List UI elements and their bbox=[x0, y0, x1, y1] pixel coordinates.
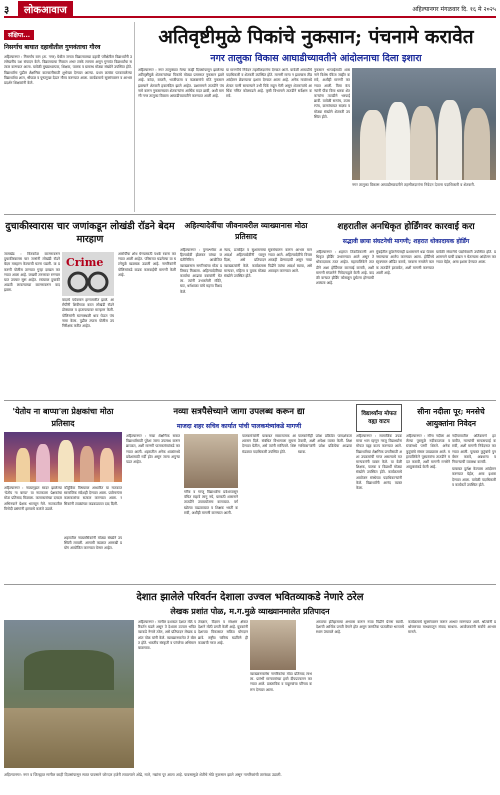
ahilya-col-3 bbox=[268, 248, 312, 398]
hoarding-body-2: मुंबईतील दुर्घटनेनंतरही प्रशासनाने धडा घेतला नसल्याचा आरोप करण्यात आला. होर्डिंगचे स्ट्रक्चरल ऑडिट करावे, परवाना नसलेले फलक तातडीने हटवावेत, अशी मागणी करण्यात आली आहे. bbox=[376, 250, 434, 275]
bappa-body-3: शहरातील नाट्यरसिकांनी मोठ्या संख्येने उपस्थिती लावली. आगामी काळात आणखी प्रयोग आयोजित करण्यात येणार आहेत. bbox=[64, 536, 122, 551]
bottom-col-4 bbox=[316, 620, 404, 768]
section-divider bbox=[4, 214, 496, 215]
hoarding-col-2 bbox=[376, 250, 434, 398]
bappa-body-1: अहिल्यानगर : नाट्यगृहात सादर झालेल्या 'येतोय ना बाप्पा' या नाटकाला प्रेक्षकांचा मोठा प्रतिसाद मिळाला. कलाकारांच्या दमदार अभिनयाने प्रेक्षक भारावून गेले. नाटकातील विनोदी प्रसंगांनी हास्याचे कारंजे उडाले. bbox=[4, 486, 62, 511]
ahilya-body-2: न्याय, प्रजाहित व सुशासनाचा आदर्श अहिल्यादेवींनी घालून दिला, असे प्रतिपादन व्याख्यात्यांनी केले. कार्यक्रमास मान्यवर, महिला व युवक मोठ्या संख्येने उपस्थित होते. bbox=[224, 248, 266, 279]
semester-body-4: पालकांनीही प्रवेश प्रक्रियेत पारदर्शकता ठेवावी, अशी अपेक्षा व्यक्त केली. शिक्षणाधिकाऱ्यांनी प्रवेश प्रक्रियेचा आढावा घ्यावा. bbox=[298, 434, 352, 454]
semester-body-1: अहिल्यानगर : नव्या शैक्षणिक सत्रात विद्यार्थ्यांसाठी पुरेशा जागा उपलब्ध करून द्याव्यात, अशी मागणी पालकमंत्र्यांकडे करण्यात आली. शहरातील अनेक शाळांमध्ये प्रवेशासाठी गर्दी होत असून जागा अपुऱ्या पडत आहेत. bbox=[126, 434, 180, 465]
semester-photo bbox=[184, 434, 238, 488]
bottom-body-3: व्याख्यानमालेस नागरिकांचा मोठा प्रतिसाद लाभला. प्रारंभी मान्यवरांच्या हस्ते दीपप्रज्वलन करण्यात आले. प्रास्ताविक व पाहुण्यांचा परिचय करून देण्यात आला. bbox=[250, 672, 312, 692]
lead-col-2 bbox=[226, 68, 312, 212]
bottom-body-1: अहिल्यानगर : मागील दशकात देशात मोठे परिवर्तन घडले असून ते देशाला उज्वल भवितव्याकडे नेणारे ठरेल, असे प्रतिपादन लेखक प्रशांत पोळ यांनी केले. व्याख्यानमालेत ते बोलत होते. भारतीय संस्कृती व परंपरेचा अभिमान बाळगावा. bbox=[138, 620, 196, 651]
column-divider bbox=[134, 22, 135, 212]
semester-body-2: गरीब व गरजू विद्यार्थ्यांना प्रवेशापासून वंचित राहावे लागू नये, यासाठी शासनाने तातडीने उपाययोजना कराव्यात. वर्गखोल्या वाढवाव्यात व शिक्षक भरती करावी, अशीही मागणी करण्यात आली. bbox=[184, 490, 238, 515]
brief-section bbox=[4, 22, 132, 212]
date-line: अहिल्यानगर मंगळवार दि. १६ मे २०२५ bbox=[412, 6, 496, 13]
bappa-headline: 'येतोय ना बाप्पा'ला प्रेक्षकांचा मोठा प्रतिसाद bbox=[12, 406, 114, 428]
crime-body-3: आरोपींचा शोध घेण्यासाठी पथके रवाना करण्यात आली आहेत. परिसरात घडलेल्या या घटनेमुळे खळबळ उडाली आहे. नागरिकांनी पोलिसांकडे कडक कारवाईची मागणी केली आहे. bbox=[118, 252, 176, 277]
semester-subhead: माजदा शहर सचिव कार्यात पांची पालकमंत्र्यांकडे मागणी bbox=[176, 422, 302, 430]
lead-col-3 bbox=[314, 68, 350, 212]
sina-col-1 bbox=[406, 434, 450, 582]
lead-headline: अतिवृष्टीमुळे पिकांचे नुकसान; पंचनामे करावेत bbox=[158, 26, 474, 48]
bappa-col-2 bbox=[64, 486, 122, 534]
bottom-subhead: लेखक प्रशांत पोळ, म.ग.मुळे व्याख्यानमालेत प्रतिपादन bbox=[170, 606, 330, 616]
bottom-col-2 bbox=[198, 620, 248, 768]
brief-body: अहिल्यानगर : निसर्गाच बाग (ता. नगर) येथील जनता विद्यालयाच्या दहावी परीक्षेतील विद्यार्थ्यांनी उल्लेखनीय यश संपादन केले. विद्यालयाचा निकाल शंभर टक्के लागला असून गुणवंत विद्यार्थ्यांचा सत्कार करण्यात आला. यावेळी मुख्याध्यापक, शिक्षक, पालक व ग्रामस्थ मोठ्या संख्येने उपस्थित होते. विद्यार्थ्यांना पुढील शैक्षणिक वाटचालीसाठी शुभेच्छा देण्यात आल्या. प्रथम क्रमांक पटकावलेल्या विद्यार्थ्याचा शाल, श्रीफळ व पुष्पगुच्छ देऊन गौरव करण्यात आला. कार्यक्रमाचे सूत्रसंचालन व आभार प्रदर्शन शिक्षकांनी केले. bbox=[4, 55, 132, 86]
lead-photo-caption: नगर तालुका विकास आघाडीच्यावतीने तहसीलदारांना निवेदन देताना पदाधिकारी व शेतकरी. bbox=[352, 182, 475, 187]
author-photo bbox=[250, 620, 296, 670]
lead-body-3: नुकसान भरपाईसाठी शासनाने विशेष पॅकेज जाहीर करावे, अशीही मागणी करण्यात आली. विमा कंपन्यांनी पीक विमा धारक शेतकऱ्यांना तातडीने भरपाई द्यावी. यावेळी सरपंच, उपसरपंच, ग्रामपंचायत सदस्य व मोठ्या संख्येने शेतकरी उपस्थित होते. bbox=[314, 68, 350, 119]
lead-subhead: नगर तालुका विकास आघाडीच्यावतीने आंदोलनाचा दिला इशारा bbox=[210, 52, 422, 64]
hoarding-headline: शहरातील अनधिकृत होर्डिंगवर कारवाई करा bbox=[337, 222, 475, 232]
bappa-col-3 bbox=[64, 536, 122, 582]
semester-headline: नव्या सत्रपैसेच्याने जागा उपलब्ध करून द्या bbox=[173, 407, 305, 417]
ahilya-headline: अहिल्यादेवींचा जीवनावरील व्याख्यानास मोठा प्रतिसाद bbox=[184, 221, 308, 241]
hoarding-subhead: सद्भावी छाया संघटनेची मागणी; शहरात धोकादायक होर्डिंग bbox=[342, 238, 470, 245]
bottom-body-5: कार्यक्रमाचे सूत्रसंचालन करून आभार मानण्यात आले. श्रोत्यांनी प्रश्नोत्तराच्या माध्यमातून संवाद साधला. आयोजकांनी सर्वांचे आभार मानले. bbox=[408, 620, 496, 635]
bottom-body-4: आपल्या इतिहासाचा अभ्यास करून नव्या पिढीने प्रेरणा घ्यावी. देशाची आर्थिक प्रगती वेगाने होत असून जागतिक पातळीवर भारताचे स्थान उंचावले आहे. bbox=[316, 620, 404, 635]
hoarding-col-3 bbox=[436, 250, 496, 398]
sina-body-1: अहिल्यानगर : सीना नदीला आलेल्या पुरामुळे नदीकाठच्या वस्त्यांमध्ये पाणी शिरले. अनेक कुटुंबांचे संसार उघड्यावर आले. महापालिकेने पूरग्रस्तांना तातडीने मदत करावी, अशी मागणी मनसेने आयुक्तांकडे केली आहे. bbox=[406, 434, 450, 470]
bappa-col-1 bbox=[4, 486, 62, 582]
crime-body-1: जामखेड : किरकोळ कारणावरून दुचाकीस्वारास चार जणांनी लोखंडी रॉडने बेदम मारहाण केल्याची घटना घडली. या प्रकरणी पोलीस ठाण्यात गुन्हा दाखल करण्यात आला आहे. जखमी तरुणावर रुग्णालयात उपचार सुरू आहेत. रस्त्यावर दुचाकी आडवी लावल्याच्या कारणावरून वाद झाला. bbox=[4, 252, 60, 293]
section-divider bbox=[4, 400, 496, 401]
flood-photo bbox=[4, 620, 134, 768]
ahilya-body-3: सूत्रसंचालन करून आभार मानण्यात आले. अहिल्यादेवींचे विचार आजही प्रेरणादायी असून नव्या पिढीने त्यांचा आदर्श घ्यावा, असे आवाहन करण्यात आले. bbox=[268, 248, 312, 273]
notebook-col bbox=[356, 434, 402, 582]
brief-headline: निसर्गाच बाघात दहावीतील गुणवंताचा गौरव bbox=[4, 44, 101, 51]
notebook-headline: विद्यार्थ्यांना मोफत वह्या वाटप bbox=[356, 404, 402, 432]
hoarding-body-3: यावेळी संघटनेचे पदाधिकारी उपस्थित होते. प्रशासनाने याची दखल न घेतल्यास आंदोलन करण्यात येईल, असा इशारा देण्यात आला. bbox=[436, 250, 496, 265]
notebook-body: अहिल्यानगर : सामाजिक उपक्रमाचा भाग म्हणून गरजू विद्यार्थ्यांना मोफत वह्या वाटप करण्यात आले. विद्यार्थ्यांच्या शैक्षणिक प्रगतीसाठी अशा उपक्रमांची गरज असल्याचे मत मान्यवरांनी व्यक्त केले. या वेळी शिक्षक, पालक व विद्यार्थी मोठ्या संख्येने उपस्थित होते. कार्यक्रमाचे आयोजन संस्थेच्या पदाधिकाऱ्यांनी केले. विद्यार्थ्यांनी आनंद व्यक्त केला. bbox=[356, 434, 402, 491]
bottom-body-2: तंत्रज्ञान, विज्ञान व संरक्षण क्षेत्रात देशाने मोठी प्रगती केली आहे. युवकांनी देशाच्या विकासात सक्रिय योगदान द्यावे. राष्ट्रीय चारित्र्य घडविणे ही काळाची गरज आहे. bbox=[198, 620, 248, 645]
crime-badge-word: Crime bbox=[66, 256, 104, 269]
hoarding-body-1: अहिल्यानगर : शहरात ठिकठिकाणी अनधिकृत होर्डिंग उभारण्यात आले असून ते धोकादायक ठरत आहेत. महापालिकेने तातडीने अशा होर्डिंगवर कारवाई करावी, अशी मागणी संघटनेने निवेदनाद्वारे केली आहे. वादळी वाऱ्यात होर्डिंग कोसळून दुर्घटना होण्याची शक्यता आहे. bbox=[316, 250, 374, 286]
lead-body-1: अहिल्यानगर : नगर तालुक्यात गेल्या काही दिवसांपासून झालेल्या अतिवृष्टीमुळे शेतकऱ्यांच्या पिकांचे मोठ्या प्रमाणात नुकसान झाले आहे. कांदा, बाजरी, भाजीपाला व फळबागांचे मोठे नुकसान झाल्याने शेतकरी हवालदिल झाले आहेत. प्रशासनाने तातडीने पंचनामे करून नुकसानग्रस्त शेतकऱ्यांना आर्थिक मदत द्यावी, अशी मागणी नगर तालुका विकास आघाडीच्यावतीने करण्यात आली आहे. bbox=[138, 68, 224, 99]
crime-headline: दुचाकीस्वारास चार जणांकडून लोखंडी रॉडने बेदम मारहाण bbox=[5, 221, 175, 245]
semester-col-3 bbox=[242, 434, 296, 582]
newspaper-logo: लोकआवाज bbox=[18, 1, 73, 17]
crime-col-2 bbox=[62, 298, 114, 398]
flood-photo-caption: अहिल्यानगर: नगर व जिल्ह्यात मागील काही दिवसांपासून सतत पावसाने जोरदार हजेरी लावल्याने ओढे, नाले, नद्यांना पूर आला आहे. पावसामुळे शेतीचे मोठे नुकसान झाले असून नागरिकांची तारांबळ उडाली. bbox=[4, 772, 282, 777]
brief-label: संक्षिप्त... bbox=[4, 30, 34, 40]
ahilya-col-1 bbox=[180, 248, 222, 398]
sina-headline: सीना नदीला पूर; मनसेचे आयुक्तांना निवेदन bbox=[417, 407, 485, 428]
crime-badge bbox=[62, 252, 114, 296]
semester-col-2 bbox=[184, 490, 238, 582]
crime-col-3 bbox=[118, 252, 176, 398]
sina-body-3: याबाबत दुर्लक्ष केल्यास आंदोलन करण्यात येईल, असा इशारा देण्यात आला. यावेळी पदाधिकारी व कार्यकर्ते उपस्थित होते. bbox=[452, 467, 496, 487]
crime-col-1 bbox=[4, 252, 60, 398]
section-divider bbox=[4, 584, 496, 585]
semester-col-1 bbox=[126, 434, 180, 582]
semester-body-3: पालकमंत्र्यांनी याबाबत सकारात्मक आश्वासन दिले. संबंधित विभागाला सूचना देण्यात येतील, असे त्यांनी सांगितले. शिष्टमंडळात पदाधिकारी उपस्थित होते. bbox=[242, 434, 296, 454]
bappa-photo bbox=[4, 432, 122, 482]
crime-body-2: वादाचे पर्यवसान हाणामारीत झाले. आरोपींनी शिवीगाळ करत लोखंडी रॉडने डोक्यावर व हातापायावर मारहाण केली. पोलिसांनी घटनास्थळी धाव घेऊन पंचनामा केला. पुढील तपास पोलीस उपनिरीक्षक करीत आहेत. bbox=[62, 298, 114, 329]
lead-photo bbox=[352, 68, 496, 180]
bottom-col-1 bbox=[138, 620, 196, 768]
sina-col-2 bbox=[452, 434, 496, 582]
lead-col-1 bbox=[138, 68, 224, 212]
ahilya-col-2 bbox=[224, 248, 266, 398]
lead-body-2: या मागणीचे निवेदन तहसीलदारांना देण्यात आले. यावेळी आघाडीचे पदाधिकारी व शेतकरी उपस्थित होते. मागणी मान्य न झाल्यास तीव्र आंदोलन छेडण्याचा इशारा देण्यात आला आहे. अनेक गावांमध्ये शेतात पाणी साचल्याने उभी पिके सडून गेली असून शेतकऱ्यांचे आर्थिक गणित कोलमडले आहे. कृषी विभागाने तातडीने सर्वेक्षण करावे. bbox=[226, 68, 312, 99]
bottom-col-5 bbox=[408, 620, 496, 768]
semester-col-4 bbox=[298, 434, 352, 582]
page-number: ३ bbox=[4, 5, 10, 16]
sina-body-2: नदीपात्रातील अतिक्रमणे हटवावीत, नाल्यांची साफसफाई करावी, अशी मागणी निवेदनात करण्यात आली. पूरग्रस्त कुटुंबांचे पुनर्वसन करावे, अन्नधान्य व निवाऱ्याची व्यवस्था करावी. bbox=[452, 434, 496, 465]
bottom-col-3 bbox=[250, 672, 312, 768]
bappa-body-2: कौटुंबिक विषयावर आधारित या नाटकात सामाजिक संदेशही देण्यात आला. प्रयोगानंतर कलाकारांचा सत्कार करण्यात आला. रसिकांनी टाळ्यांच्या कडकडाटात दाद दिली. bbox=[64, 486, 122, 506]
hoarding-col-1 bbox=[316, 250, 374, 398]
bottom-headline: देशात झालेले परिवर्तन देशाला उज्वल भवितव्याकडे नेणारे ठरेल bbox=[136, 592, 364, 603]
ahilya-body-1: अहिल्यानगर : पुण्यश्लोक अहिल्यादेवी होळकर यांच्या जयंतीनिमित्त आयोजित व्याख्यानास नागरिकांचा मोठा प्रतिसाद मिळाला. अहिल्यादेवींच्या कार्याचा आढावा वक्त्यांनी घेतला. त्यांनी उभारलेली मंदिरे, घाट, धर्मशाळा यांचे महत्त्व विशद केले. bbox=[180, 248, 222, 294]
masthead bbox=[4, 2, 496, 18]
